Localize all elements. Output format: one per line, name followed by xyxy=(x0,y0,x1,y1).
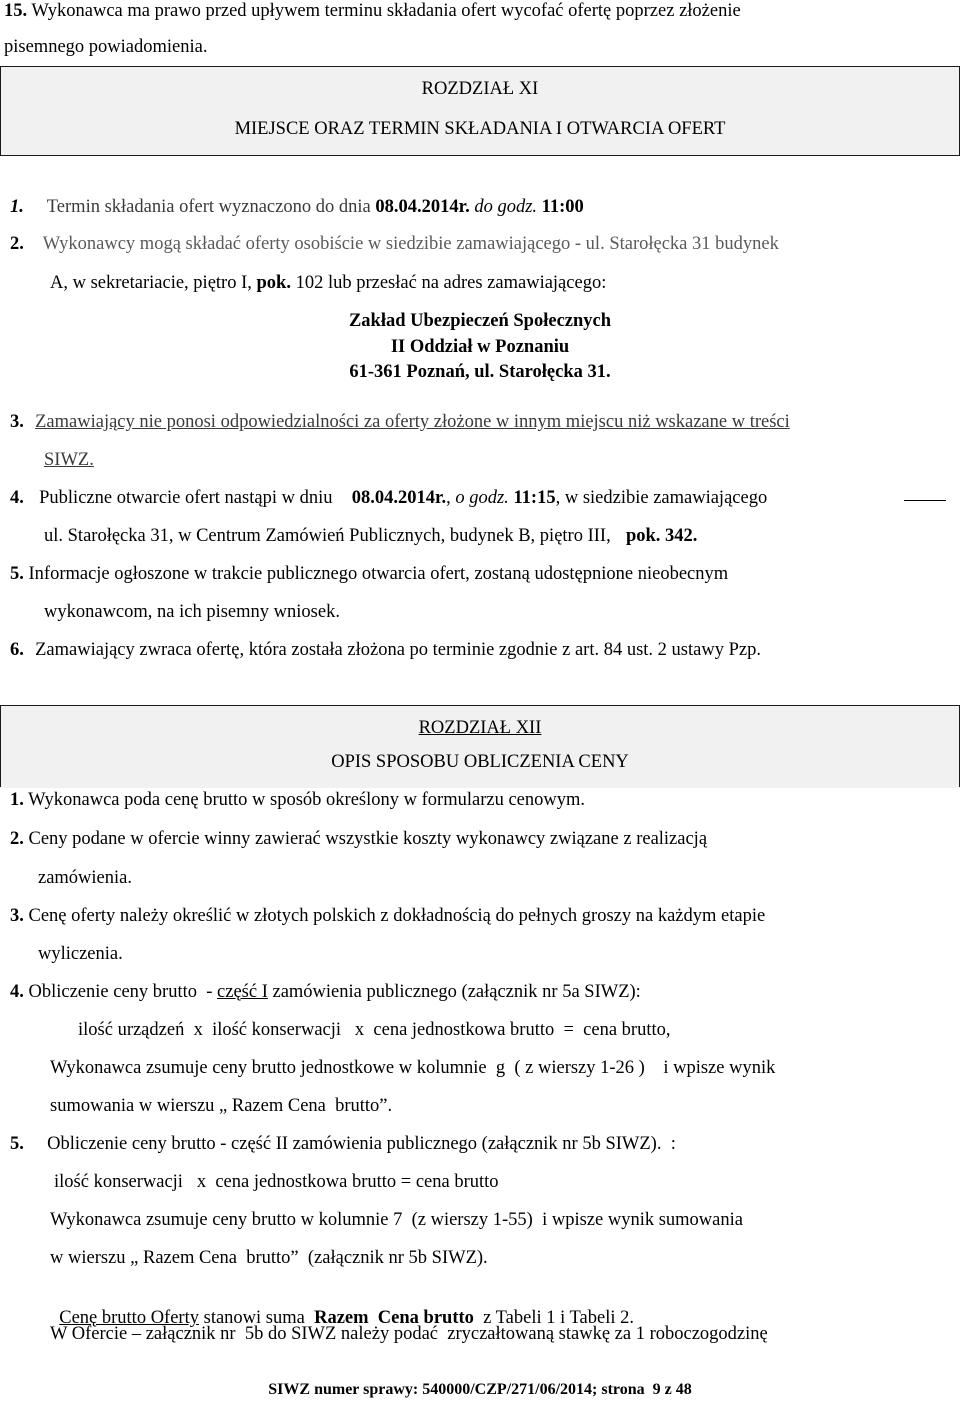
c11-item5-line1 xyxy=(10,563,948,585)
c11-item2-line2 xyxy=(50,272,606,294)
c11-item1-time: 11:00 xyxy=(541,197,584,217)
c11-item1-text: Termin składania ofert wyznaczono do dnia xyxy=(46,197,371,217)
item15-line1 xyxy=(4,0,950,22)
c12-item4-num: 4. xyxy=(10,982,24,1002)
address-line2: II Oddział w Poznaniu xyxy=(390,337,570,357)
c11-item4-text-a: Publiczne otwarcie ofert nastąpi w dniu xyxy=(39,488,333,508)
c12-item2-line1 xyxy=(10,828,950,850)
c12-item3-line1 xyxy=(10,905,950,927)
item15-text: Wykonawca ma prawo przed upływem terminu składania ofert wycofać ofertę poprzez złożenie xyxy=(31,1,741,21)
c12-item3-num: 3. xyxy=(10,906,24,926)
c11-item3-line1 xyxy=(10,411,790,433)
c11-item4-line2-text: ul. Starołęcka 31, w Centrum Zamówień Publicznych, budynek B, piętro III, xyxy=(44,526,611,546)
c11-item4-text-b: , w siedzibie zamawiającego xyxy=(555,488,768,508)
c12-item1-text: Wykonawca poda cenę brutto w sposób określony w formularzu cenowym. xyxy=(28,790,585,810)
item15-num: 15. xyxy=(4,1,28,21)
c12-item4-text-a: Obliczenie ceny brutto - xyxy=(28,982,218,1002)
c11-item2-num: 2. xyxy=(10,234,24,254)
chapter11-title1: ROZDZIAŁ XI xyxy=(421,79,539,99)
c11-item2-line2a: A, w sekretariacie, piętro I, xyxy=(50,273,252,293)
c12-item5-line4: w wierszu „ Razem Cena brutto” (załącznik nr 5b SIWZ). xyxy=(50,1248,488,1268)
c11-item6-num: 6. xyxy=(10,640,24,660)
c11-item4-dash xyxy=(904,500,946,501)
c12-item3-line2: wyliczenia. xyxy=(38,944,123,964)
c12-item4-formula: ilość urządzeń x ilość konserwacji x cena jednostkowa brutto = cena brutto, xyxy=(78,1020,671,1040)
c11-item6-text: Zamawiający zwraca ofertę, która została złożona po terminie zgodnie z art. 84 ust. 2 ustawy Pzp. xyxy=(35,640,761,660)
c12-item4-text-b: zamówienia publicznego (załącznik nr 5a SIWZ): xyxy=(267,982,641,1002)
c12-item5-line3: Wykonawca zsumuje ceny brutto w kolumnie 7 (z wierszy 1-55) i wpisze wynik sumowania xyxy=(50,1210,743,1230)
chapter12-title1: ROZDZIAŁ XII xyxy=(418,718,542,738)
c11-item4-time: 11:15 xyxy=(513,488,556,508)
c11-item4-pok: pok. 342. xyxy=(625,526,698,546)
c11-item1 xyxy=(10,196,584,218)
c12-item4-czesc: część I xyxy=(217,982,268,1002)
c12-item5-cena-oferty: Cenę brutto Oferty xyxy=(59,1308,199,1328)
c11-item3-text: Zamawiający nie ponosi odpowiedzialności za oferty złożone w innym miejscu niż wskazane w treści xyxy=(35,412,790,432)
c11-item5-text: Informacje ogłoszone w trakcie publicznego otwarcia ofert, zostaną udostępnione nieobecnym xyxy=(28,564,729,584)
c12-item2-line2: zamówienia. xyxy=(38,868,132,888)
c11-item4-num: 4. xyxy=(10,488,24,508)
c12-item1 xyxy=(10,789,585,811)
c12-item2-num: 2. xyxy=(10,829,24,849)
c12-item1-num: 1. xyxy=(10,790,24,810)
c11-item4-line2 xyxy=(44,525,697,547)
c11-item2-pok: pok. xyxy=(256,273,291,293)
c12-item4-line1 xyxy=(10,981,641,1003)
chapter12-title2: OPIS SPOSOBU OBLICZENIA CENY xyxy=(331,752,629,772)
c12-item5-line5-c: z Tabeli 1 i Tabeli 2. xyxy=(473,1308,635,1328)
c11-item4-o-godz: o godz. xyxy=(455,488,509,508)
c11-item1-num: 1. xyxy=(10,197,24,217)
c12-item4-line3: Wykonawca zsumuje ceny brutto jednostkowe w kolumnie g ( z wierszy 1-26 ) i wpisze wynik xyxy=(50,1058,776,1078)
chapter11-title2: MIEJSCE ORAZ TERMIN SKŁADANIA I OTWARCIA OFERT xyxy=(234,119,726,139)
address-line3: 61-361 Poznań, ul. Starołęcka 31. xyxy=(349,362,611,382)
c11-item4-line1 xyxy=(10,487,767,509)
page-footer: SIWZ numer sprawy: 540000/CZP/271/06/2014; strona 9 z 48 xyxy=(268,1381,692,1398)
c12-item5-text: Obliczenie ceny brutto - część II zamówienia publicznego (załącznik nr 5b SIWZ). : xyxy=(47,1134,676,1154)
address-line1: Zakład Ubezpieczeń Społecznych xyxy=(348,311,612,331)
c11-item2-line2b: 102 lub przesłać na adres zamawiającego: xyxy=(295,273,607,293)
c11-item2-line1 xyxy=(10,233,779,255)
c11-item6 xyxy=(10,639,761,661)
item15-line2: pisemnego powiadomienia. xyxy=(4,37,208,57)
c12-item5-line6: W Ofercie – załącznik nr 5b do SIWZ należy podać zryczałtowaną stawkę za 1 roboczogodzinę xyxy=(50,1324,768,1344)
c12-item5-formula: ilość konserwacji x cena jednostkowa brutto = cena brutto xyxy=(54,1172,499,1192)
c11-item3-line2: SIWZ. xyxy=(44,450,94,470)
c12-item3-text: Cenę oferty należy określić w złotych polskich z dokładnością do pełnych groszy na każdym etapie xyxy=(28,906,766,926)
c11-item4-comma: , xyxy=(446,488,451,508)
c12-item2-text: Ceny podane w ofercie winny zawierać wszystkie koszty wykonawcy związane z realizacją xyxy=(28,829,708,849)
c11-item1-date: 08.04.2014r. xyxy=(375,197,470,217)
c11-item1-do-godz: do godz. xyxy=(474,197,538,217)
c12-item5-num: 5. xyxy=(10,1134,24,1154)
c12-item5-line5-a: stanowi suma xyxy=(199,1308,315,1328)
c11-item5-num: 5. xyxy=(10,564,24,584)
c12-item4-line4: sumowania w wierszu „ Razem Cena brutto”. xyxy=(50,1096,393,1116)
c11-item2-text: Wykonawcy mogą składać oferty osobiście w siedzibie zamawiającego - ul. Starołęcka 31 budynek xyxy=(42,234,779,254)
c11-item4-date: 08.04.2014r. xyxy=(351,488,447,508)
c11-item3-num: 3. xyxy=(10,412,24,432)
c11-item5-line2: wykonawcom, na ich pisemny wniosek. xyxy=(44,602,340,622)
c12-item5-razem: Razem Cena brutto xyxy=(314,1308,474,1328)
c12-item5-line1 xyxy=(10,1133,676,1155)
